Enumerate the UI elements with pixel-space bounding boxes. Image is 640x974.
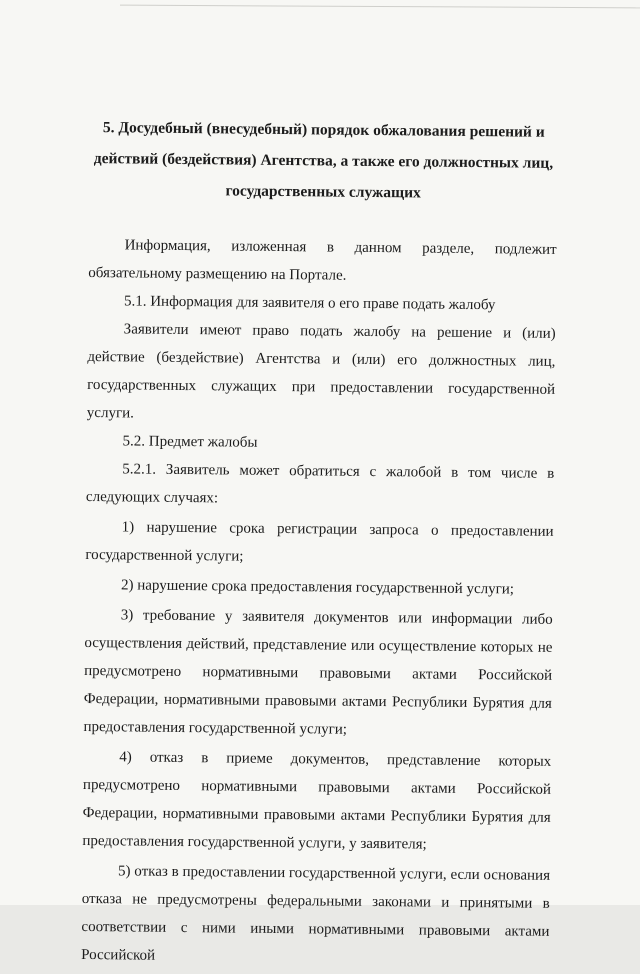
paragraph-5-2: 5.2. Предмет жалобы (122, 433, 258, 451)
paragraph-right-to-complain: Заявители имеют право подать жалобу на решение и (или) действие (бездействие) Агентства и (или) его должностных лиц, государственных служащих при предоставлении государственной услуги. (86, 321, 556, 422)
list-item-5: 5) отказ в предоставлении государственной услуги, если основания отказа не предусмотрены федеральными законами и принятыми в соответствии с ними иными нормативными правовыми актами Российской (81, 863, 551, 964)
paragraph-5-1: 5.1. Информация для заявителя о его праве подать жалобу (123, 293, 496, 314)
list-item-3: 3) требование у заявителя документов или информации либо осуществления действий, представление или осуществление которых не предусмотрено нормативными правовыми актами Российской Федерации, нормативными правовыми актами Республики Бурятия для предоставления государственной услуги; (83, 607, 553, 738)
section-heading (89, 112, 558, 210)
list-item-2: 2) нарушение срока предоставления государственной услуги; (120, 577, 515, 598)
heading-line: действий (бездействия) Агентства, а также его должностных лиц, (93, 150, 554, 172)
document-body (81, 112, 558, 974)
heading-line: 5. Досудебный (внесудебный) порядок обжалования решений и (102, 119, 545, 141)
heading-line: государственных служащих (225, 182, 421, 202)
paragraph-info: Информация, изложенная в данном разделе, подлежит обязательному размещению на Портале. (88, 237, 557, 284)
paragraph-5-2-1: 5.2.1. Заявитель может обратиться с жалобой в том числе в следующих случаях: (85, 461, 555, 507)
list-item-1: 1) нарушение срока регистрации запроса о предоставлении государственной услуги; (85, 519, 554, 565)
list-item-4: 4) отказ в приеме документов, представление которых предусмотрено нормативными правовыми актами Российской Федерации, нормативными правовыми актами Республики Бурятия для предоставления государственной услуги, у заявителя; (82, 749, 552, 853)
